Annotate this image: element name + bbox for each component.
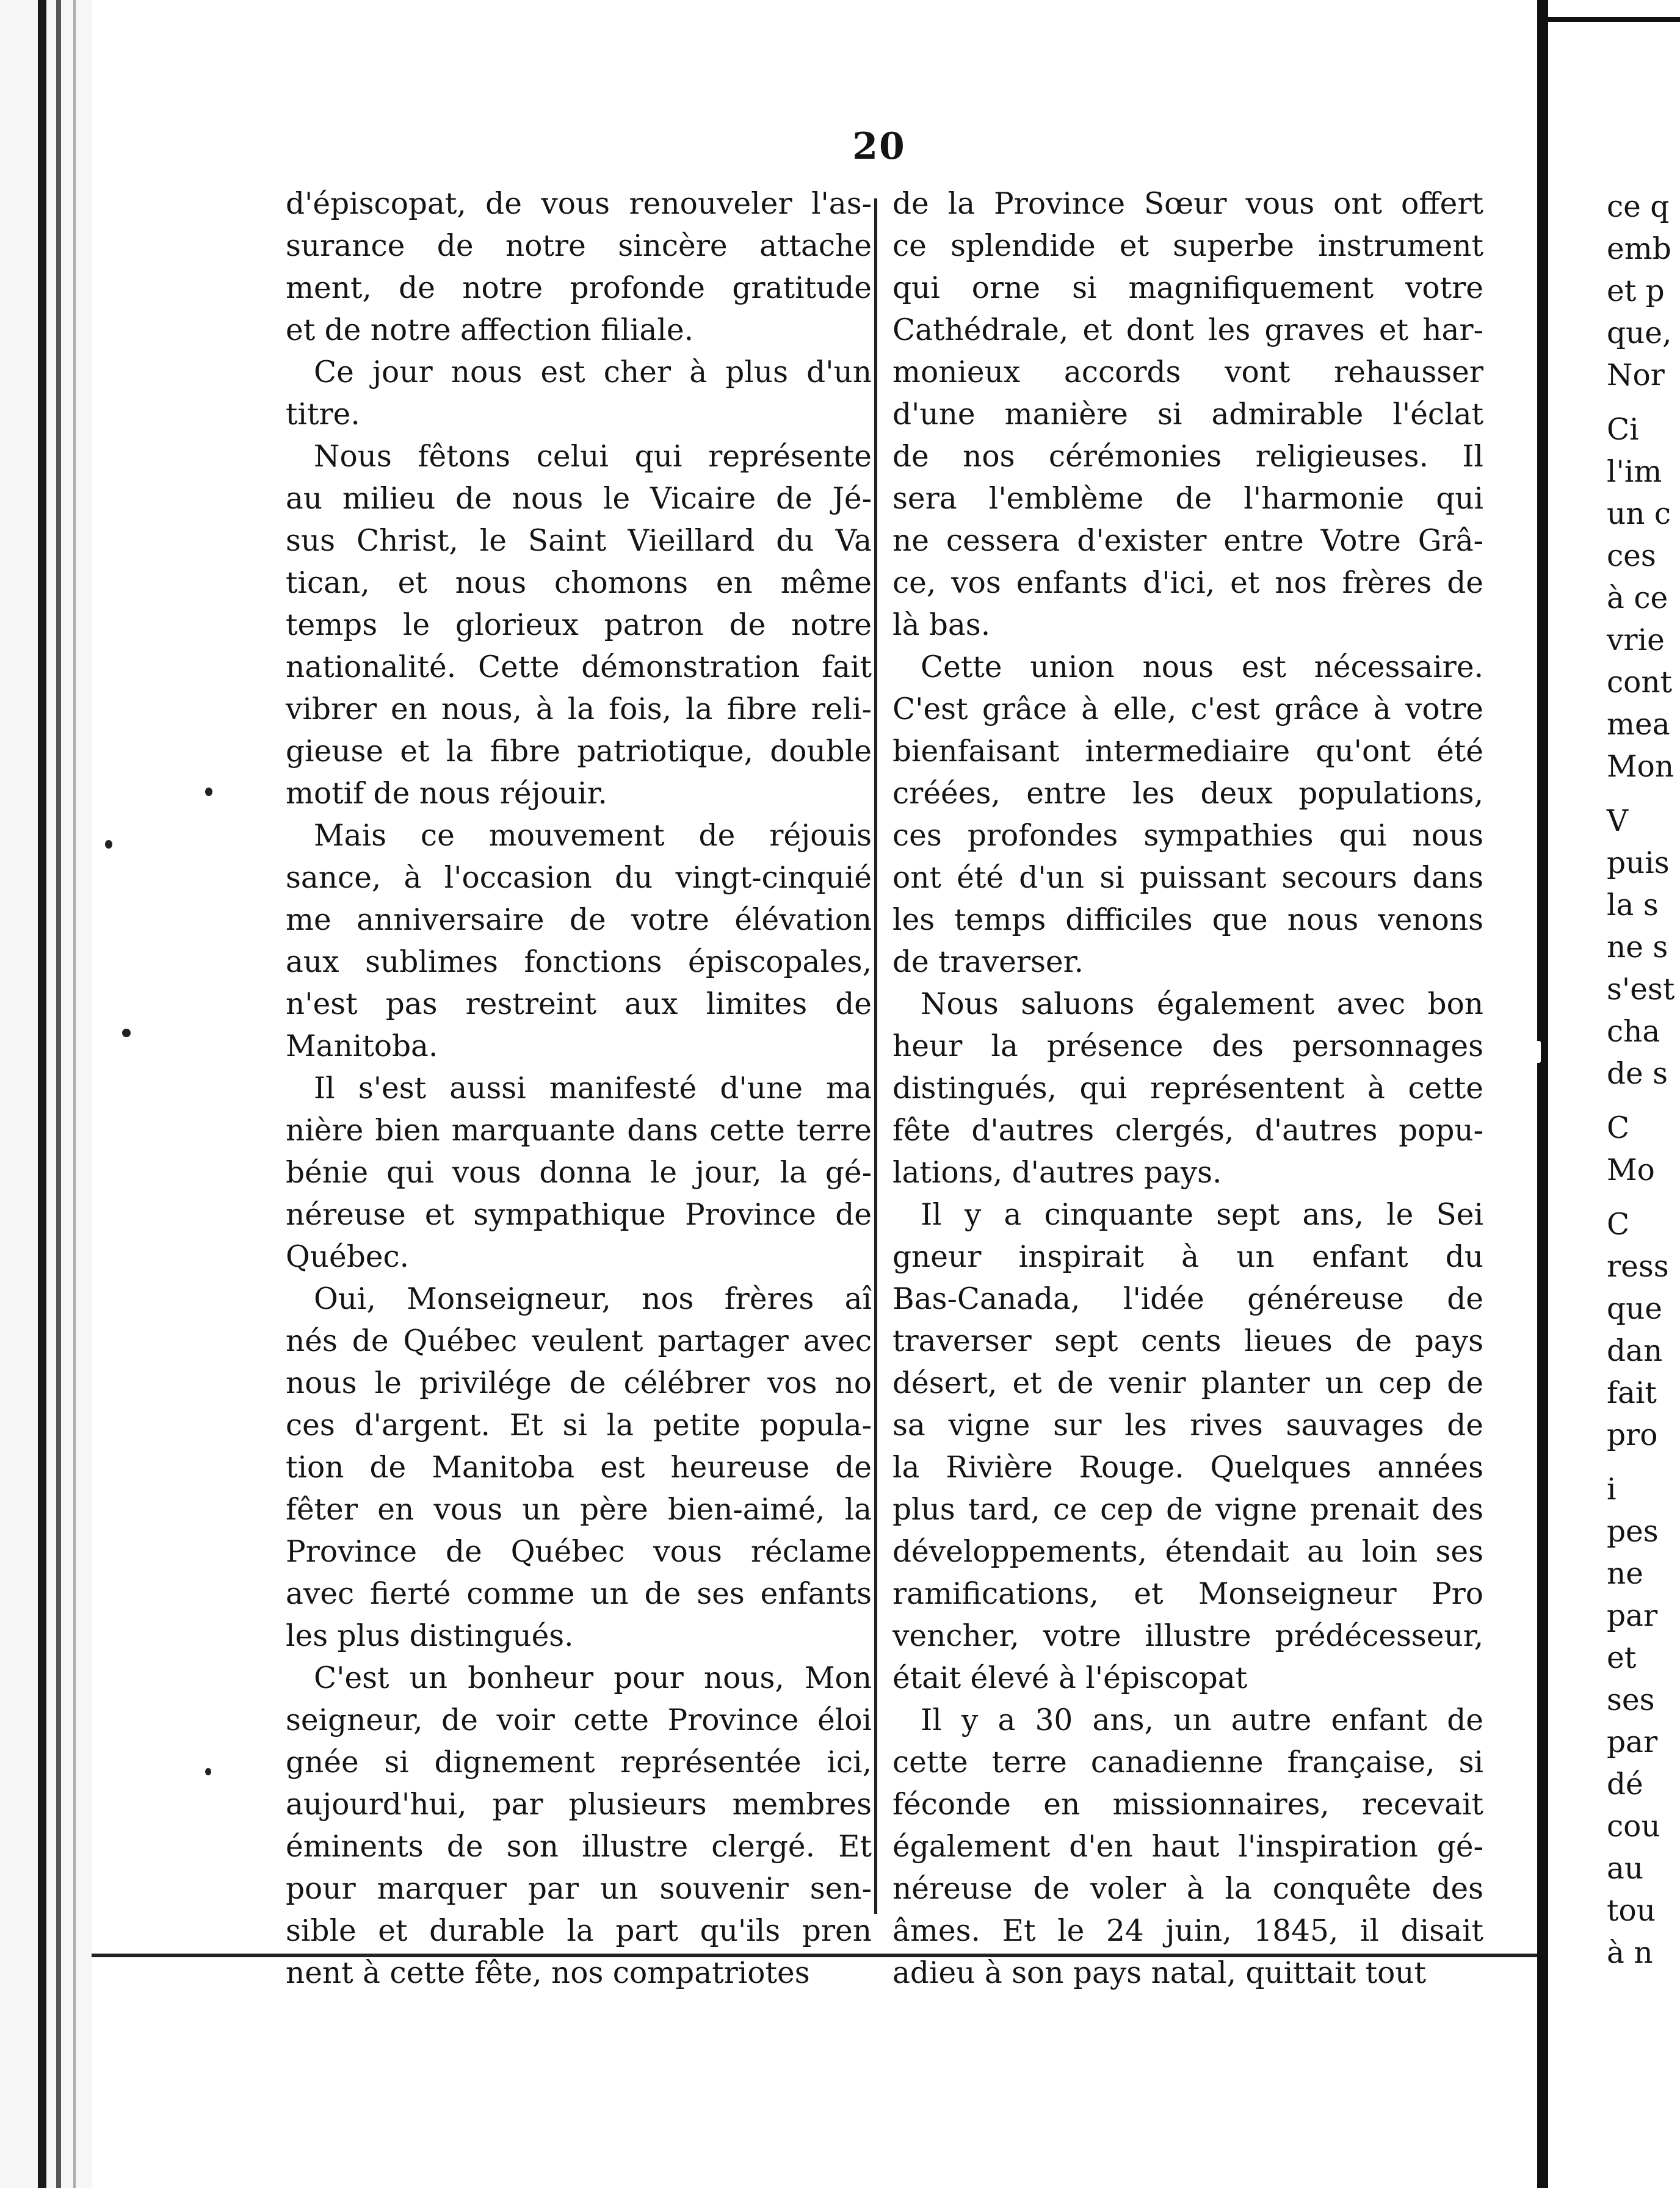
fragment-line: C — [1607, 1208, 1630, 1242]
binding-shadow-secondary — [56, 0, 61, 2188]
paragraph — [892, 1700, 1483, 1994]
text-line: C'est un bonheur pour nous, Mon — [314, 1661, 872, 1695]
text-line: était élevé à l'épiscopat — [892, 1661, 1248, 1695]
text-line: seigneur, de voir cette Province éloi — [286, 1703, 872, 1737]
fragment-line: ce q — [1607, 190, 1670, 224]
text-line: gneur inspirait à un enfant du — [892, 1240, 1483, 1274]
page-gutter — [1537, 0, 1548, 2188]
text-line: adieu à son pays natal, quittait tout — [892, 1956, 1426, 1990]
text-line: au milieu de nous le Vicaire de Jé- — [286, 482, 872, 516]
fragment-line: ne s — [1607, 930, 1668, 965]
text-line: nationalité. Cette démonstration fait — [286, 650, 872, 684]
text-line: pour marquer par un souvenir sen- — [286, 1872, 872, 1906]
fragment-line: ces — [1607, 539, 1656, 573]
text-line: qui orne si magnifiquement votre — [892, 271, 1483, 305]
text-line: ces d'argent. Et si la petite popula- — [286, 1408, 872, 1443]
text-line: Nous saluons également avec bon — [921, 987, 1483, 1021]
text-line: nent à cette fête, nos compatriotes — [286, 1956, 810, 1990]
text-line: distingués, qui représentent à cette — [892, 1071, 1483, 1106]
text-line: Province de Québec vous réclame — [286, 1535, 872, 1569]
text-line: et de notre affection filiale. — [286, 313, 694, 347]
next-page-text-fragments — [1607, 186, 1675, 1974]
fragment-line: emb — [1607, 232, 1671, 266]
fragment-line: s'est — [1607, 973, 1675, 1007]
text-line: Bas-Canada, l'idée généreuse de — [892, 1282, 1483, 1316]
text-line: sus Christ, le Saint Vieillard du Va — [286, 524, 872, 558]
fragment-line: cha — [1607, 1015, 1660, 1049]
paragraph — [286, 183, 872, 352]
scan-speck — [105, 840, 112, 849]
text-line: ment, de notre profonde gratitude — [286, 271, 872, 305]
text-line: Il y a cinquante sept ans, le Sei — [921, 1198, 1483, 1232]
text-line: sance, à l'occasion du vingt-cinquié — [286, 861, 872, 895]
scan-speck — [122, 1029, 131, 1037]
text-line: fêter en vous un père bien-aimé, la — [286, 1493, 872, 1527]
text-line: temps le glorieux patron de notre — [286, 608, 872, 642]
next-page-partial — [1548, 24, 1680, 2188]
fragment-line: à n — [1607, 1936, 1653, 1970]
text-line: vencher, votre illustre prédécesseur, — [892, 1619, 1483, 1653]
text-line: les plus distingués. — [286, 1619, 574, 1653]
fragment-line — [1607, 1192, 1675, 1204]
paragraph — [286, 1278, 872, 1657]
text-line: Nous fêtons celui qui représente — [314, 440, 872, 474]
fragment-line: par — [1607, 1725, 1658, 1759]
fragment-line — [1607, 1095, 1675, 1107]
text-line: titre. — [286, 397, 360, 432]
page-number: 20 — [852, 125, 906, 168]
fragment-line: au — [1607, 1852, 1644, 1886]
fragment-line: par — [1607, 1599, 1658, 1633]
text-line: nière bien marquante dans cette terre — [286, 1114, 872, 1148]
fragment-line: pes — [1607, 1515, 1659, 1549]
text-line: également d'en haut l'inspiration gé- — [892, 1830, 1483, 1864]
text-line: plus tard, ce cep de vigne prenait des — [892, 1493, 1483, 1527]
text-line: ces profondes sympathies qui nous — [892, 819, 1483, 853]
fragment-line: Mon — [1607, 750, 1675, 784]
text-line: heur la présence des personnages — [892, 1029, 1483, 1063]
text-line: âmes. Et le 24 juin, 1845, il disait — [892, 1914, 1483, 1948]
text-line: de nos cérémonies religieuses. Il — [892, 440, 1483, 474]
paragraph — [286, 352, 872, 436]
text-line: aujourd'hui, par plusieurs membres — [286, 1788, 872, 1822]
text-line: nous le privilége de célébrer vos no — [286, 1366, 872, 1400]
fragment-line: ne — [1607, 1557, 1643, 1591]
text-line: ce splendide et superbe instrument — [892, 229, 1483, 263]
fragment-line: Mo — [1607, 1153, 1655, 1187]
text-line: la Rivière Rouge. Quelques années — [892, 1451, 1483, 1485]
fragment-line: ress — [1607, 1250, 1669, 1284]
fragment-line: un c — [1607, 497, 1671, 531]
fragment-line — [1607, 397, 1675, 409]
fragment-line: i — [1607, 1473, 1617, 1507]
text-line: lations, d'autres pays. — [892, 1156, 1222, 1190]
fragment-line: V — [1607, 804, 1629, 838]
fragment-line: ses — [1607, 1683, 1655, 1717]
text-line: surance de notre sincère attache — [286, 229, 872, 263]
fragment-line: et p — [1607, 274, 1665, 308]
fragment-line: fait — [1607, 1376, 1657, 1410]
binding-shadow — [38, 0, 46, 2188]
text-line: Ce jour nous est cher à plus d'un — [314, 355, 872, 389]
text-line: nés de Québec veulent partager avec — [286, 1324, 872, 1358]
text-line: monieux accords vont rehausser — [892, 355, 1483, 389]
text-line: Cathédrale, et dont les graves et har- — [892, 313, 1483, 347]
text-line: néreuse et sympathique Province de — [286, 1198, 872, 1232]
text-line: là bas. — [892, 608, 991, 642]
text-line: Il y a 30 ans, un autre enfant de — [921, 1703, 1483, 1737]
text-line: de traverser. — [892, 945, 1084, 979]
paragraph — [286, 436, 872, 815]
text-line: me anniversaire de votre élévation — [286, 903, 872, 937]
text-line: néreuse de voler à la conquête des — [892, 1872, 1483, 1906]
fragment-line: dan — [1607, 1334, 1663, 1368]
text-line: motif de nous réjouir. — [286, 777, 607, 811]
fragment-line: dé — [1607, 1767, 1643, 1802]
text-line: Manitoba. — [286, 1029, 438, 1063]
text-line: traverser sept cents lieues de pays — [892, 1324, 1483, 1358]
text-line: fête d'autres clergés, d'autres popu- — [892, 1114, 1483, 1148]
paragraph — [892, 1194, 1483, 1700]
text-line: développements, étendait au loin ses — [892, 1535, 1483, 1569]
fragment-line: la s — [1607, 888, 1659, 922]
text-line: Oui, Monseigneur, nos frères aî — [314, 1282, 872, 1316]
text-line: sible et durable la part qu'ils pren — [286, 1914, 872, 1948]
text-line: avec fierté comme un de ses enfants — [286, 1577, 872, 1611]
text-line: Mais ce mouvement de réjouis — [314, 819, 872, 853]
right-text-column — [872, 183, 1483, 1994]
text-line: d'une manière si admirable l'éclat — [892, 397, 1483, 432]
fragment-line: à ce — [1607, 581, 1668, 615]
text-line: bénie qui vous donna le jour, la gé- — [286, 1156, 872, 1190]
text-line: ramifications, et Monseigneur Pro — [892, 1577, 1483, 1611]
fragment-line: que, — [1607, 316, 1672, 350]
fragment-line — [1607, 788, 1675, 800]
paragraph — [286, 1657, 872, 1994]
fragment-line: l'im — [1607, 455, 1662, 489]
text-line: bienfaisant intermediaire qu'ont été — [892, 734, 1483, 769]
text-line: ce, vos enfants d'ici, et nos frères de — [892, 566, 1483, 600]
fragment-line: cont — [1607, 665, 1673, 700]
text-line: ont été d'un si puissant secours dans — [892, 861, 1483, 895]
fragment-line: vrie — [1607, 623, 1665, 657]
text-line: féconde en missionnaires, recevait — [892, 1788, 1483, 1822]
paragraph — [892, 183, 1483, 647]
fragment-line: que — [1607, 1292, 1662, 1326]
text-line: gieuse et la fibre patriotique, double — [286, 734, 872, 769]
fragment-line: puis — [1607, 846, 1670, 880]
fragment-line: Nor — [1607, 358, 1665, 393]
paragraph — [286, 1068, 872, 1278]
fragment-line: tou — [1607, 1894, 1656, 1928]
text-line: cette terre canadienne française, si — [892, 1745, 1483, 1780]
paragraph — [892, 984, 1483, 1194]
fragment-line: pro — [1607, 1418, 1658, 1452]
text-line: aux sublimes fonctions épiscopales, — [286, 945, 872, 979]
fragment-line: et — [1607, 1641, 1637, 1675]
fragment-line — [1607, 1457, 1675, 1469]
text-line: Cette union nous est nécessaire. — [921, 650, 1483, 684]
text-line: C'est grâce à elle, c'est grâce à votre — [892, 692, 1483, 726]
scan-speck — [205, 788, 212, 796]
text-line: vibrer en nous, à la fois, la fibre reli- — [286, 692, 872, 726]
text-line: ne cessera d'exister entre Votre Grâ- — [892, 524, 1483, 558]
text-line: tican, et nous chomons en même — [286, 566, 872, 600]
text-line: sera l'emblème de l'harmonie qui — [892, 482, 1483, 516]
text-line: les temps difficiles que nous venons — [892, 903, 1483, 937]
left-text-column — [286, 183, 872, 1994]
fragment-line: de s — [1607, 1057, 1668, 1091]
fragment-line: mea — [1607, 708, 1670, 742]
scan-speck — [1536, 1041, 1541, 1063]
paragraph — [892, 647, 1483, 984]
text-line: Il s'est aussi manifesté d'une ma — [314, 1071, 872, 1106]
text-line: d'épiscopat, de vous renouveler l'as- — [286, 187, 872, 221]
text-line: éminents de son illustre clergé. Et — [286, 1830, 872, 1864]
text-line: créées, entre les deux populations, — [892, 777, 1483, 811]
text-line: de la Province Sœur vous ont offert — [892, 187, 1483, 221]
next-page-top-rule — [1548, 17, 1680, 22]
fragment-line: Ci — [1607, 413, 1639, 447]
text-line: sa vigne sur les rives sauvages de — [892, 1408, 1483, 1443]
text-line: Québec. — [286, 1240, 410, 1274]
scan-speck — [205, 1768, 211, 1775]
fragment-line: C — [1607, 1111, 1630, 1145]
text-line: gnée si dignement représentée ici, — [286, 1745, 872, 1780]
paragraph — [286, 815, 872, 1068]
scan-left-edge — [0, 0, 92, 2188]
text-line: n'est pas restreint aux limites de — [286, 987, 872, 1021]
text-line: désert, et de venir planter un cep de — [892, 1366, 1483, 1400]
fragment-line: cou — [1607, 1809, 1660, 1844]
page-edge-line — [73, 0, 76, 2188]
text-line: tion de Manitoba est heureuse de — [286, 1451, 872, 1485]
